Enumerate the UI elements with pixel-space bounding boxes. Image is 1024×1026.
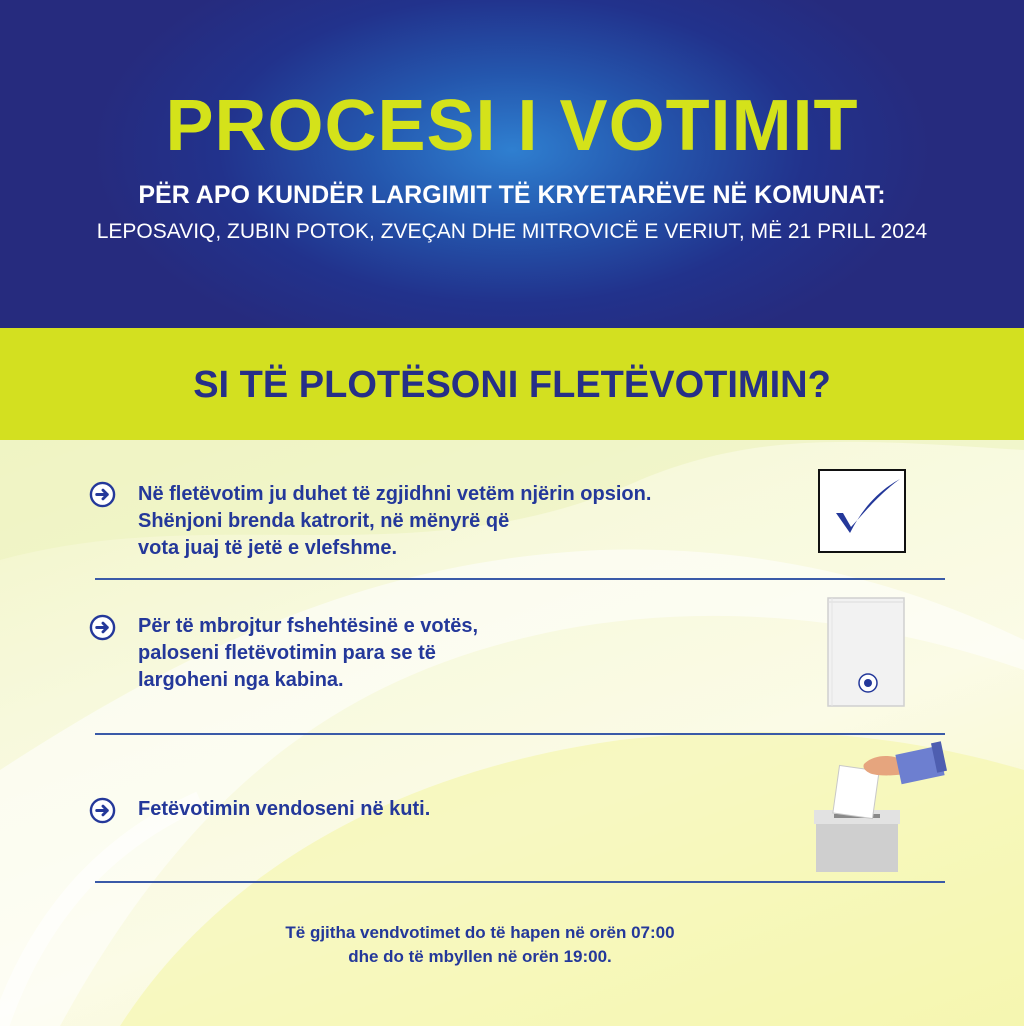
divider-3 [95,881,945,883]
opening-hours-note: Të gjitha vendvotimet do të hapen në orën 07:00 dhe do të mbyllen në orën 19:00. [285,923,675,966]
step-3-text: Fetëvotimin vendoseni në kuti. [138,798,431,820]
folded-ballot-icon [826,596,906,708]
arrow-circle-icon [89,797,116,824]
divider-2 [95,733,945,735]
divider-1 [95,578,945,580]
checkbox-checkmark-icon [818,469,906,553]
arrow-circle-icon [89,481,116,508]
header-banner [0,0,1024,328]
step-1-text: Në fletëvotim ju duhet të zgjidhni vetëm njërin opsion. Shënjoni brenda katrorit, në mënyrë që vota juaj të jetë e vlefshme. [138,483,652,559]
section-title: SI TË PLOTËSONI FLETËVOTIMIN? [193,364,831,406]
page-title: PROCESI I VOTIMIT [165,86,859,166]
page-subtitle: PËR APO KUNDËR LARGIMIT TË KRYETARËVE NË KOMUNAT: [138,181,886,209]
ballot-box-hand-icon [806,738,948,874]
step-2-text: Për të mbrojtur fshehtësinë e votës, paloseni fletëvotimin para se të largoheni nga kabina. [138,615,479,691]
arrow-circle-icon [89,614,116,641]
municipalities-date-line: LEPOSAVIQ, ZUBIN POTOK, ZVEÇAN DHE MITROVICË E VERIUT, MË 21 PRILL 2024 [96,220,928,243]
